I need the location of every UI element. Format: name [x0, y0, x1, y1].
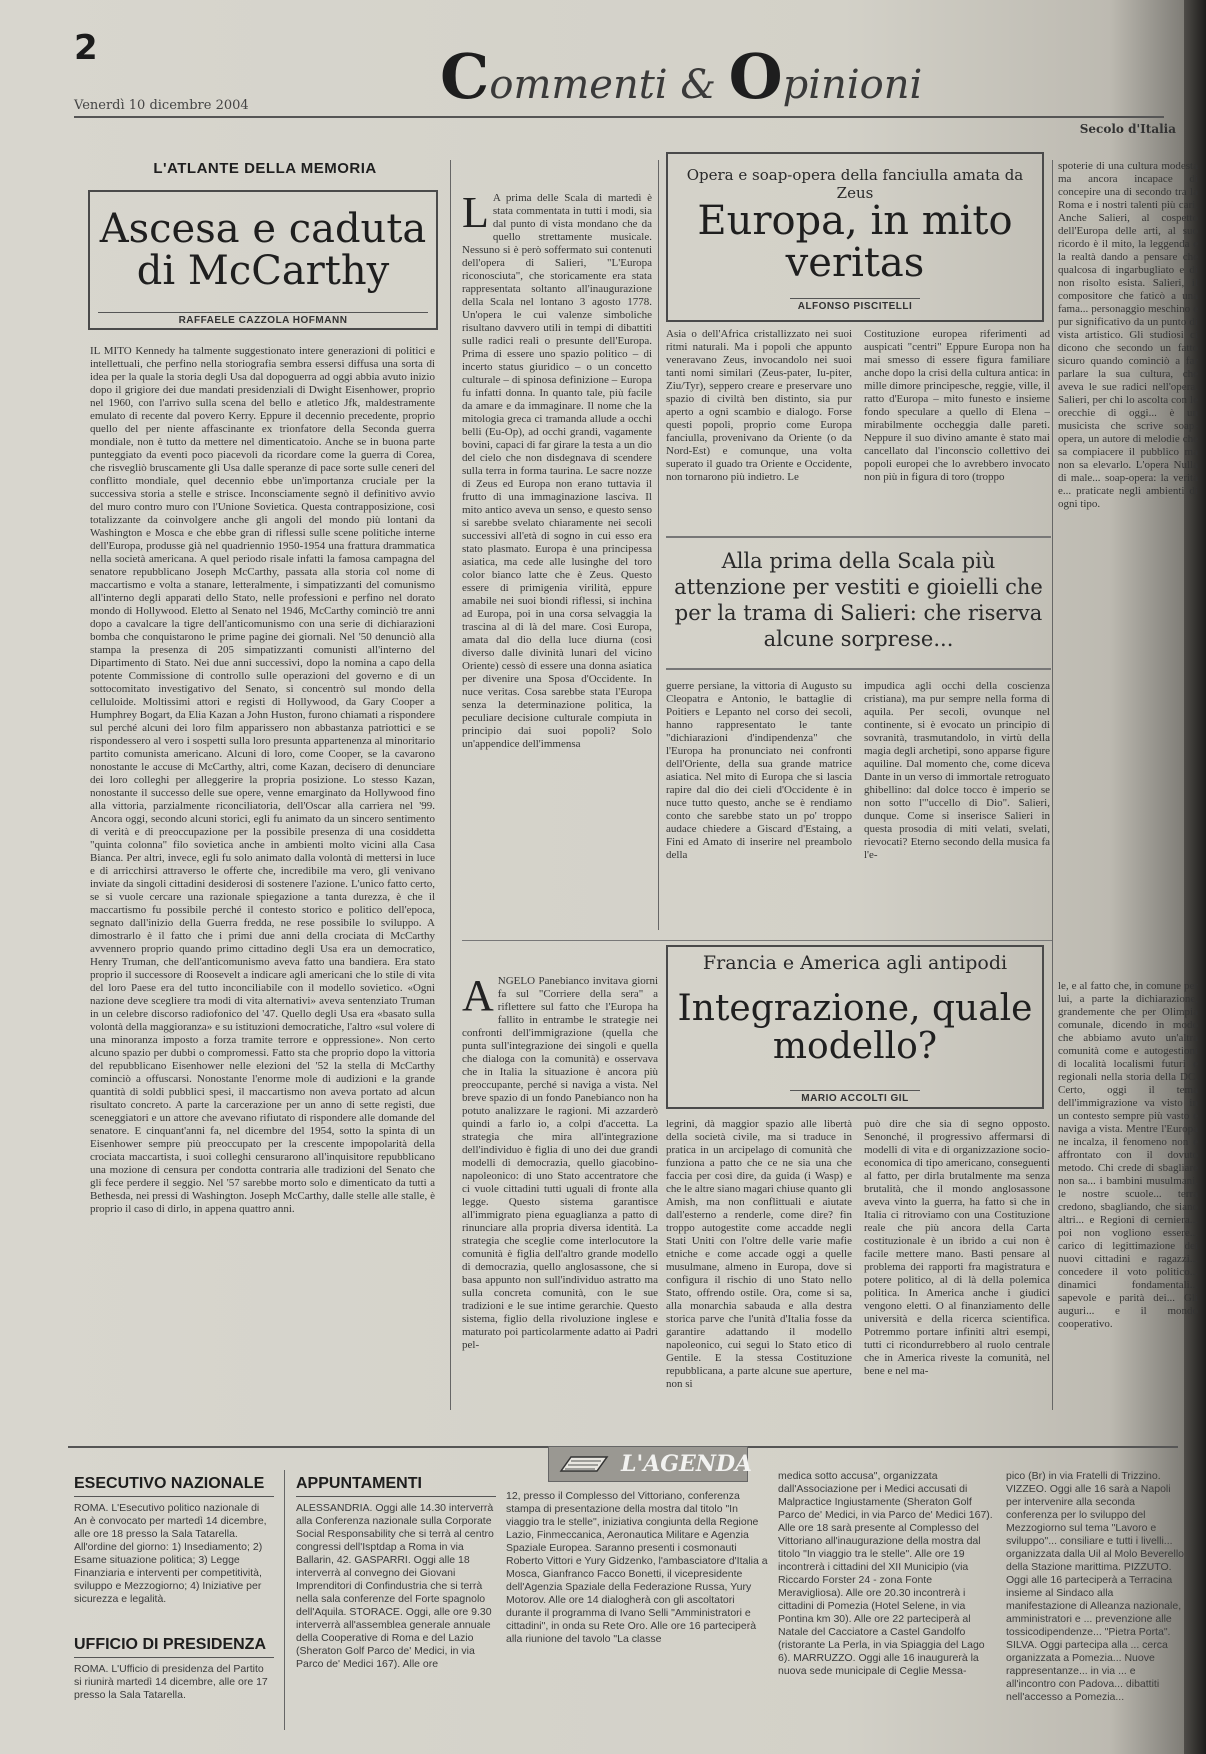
- agenda-appuntamenti-text: ALESSANDRIA. Oggi alle 14.30 interverrà alla Conferenza nazionale sulla Corporate Social Responsability che si terrà al centro congressi dell'Isptdap a Roma in via Ballarin, 42. GASPARRI. Oggi alle 18 interverrà al convegno dei Giovani Imprenditori di Confindustria che si terrà nella sala conferenze del Forte spagnolo dell'Aquila. STORACE. Oggi, alle ore 9.30 interverrà all'assemblea generale annuale della Cooperative di Roma e del Lazio (Sheraton Golf Parco de' Medici, in via Parco de' Medici 167). Alle ore: [296, 1502, 494, 1670]
- agenda-col4-text: medica sotto accusa", organizzata dall'Associazione per i Medici accusati di Malpractice Ingiustamente (Sheraton Golf Parco de' Medici, in via Parco de' Medici 167). Alle ore 18 sarà presente al Complesso del Vittoriano all'inaugurazione della mostra dal titolo "In viaggio tra le stelle". Alle ore 19 incontrerà i cittadini del XII Municipio (via Riccardo Forster 24 - zona Fonte Meravigliosa). Alle ore 20.30 incontrerà i cittadini di Pomezia (Hotel Selene, in via Pontina km 30). Alle ore 22 parteciperà al Natale del Cacciatore a Castel Gandolfo (ristorante La Perla, in via Spiaggia del Lago 6). MARRUZZO. Oggi alle 16 inaugurerà la nuova sede municipale di Ceglie Messa-: [778, 1470, 993, 1677]
- europa-kicker: Opera e soap-opera della fanciulla amata da Zeus: [686, 166, 1024, 202]
- agenda-heading-esecutivo: ESECUTIVO NAZIONALE: [74, 1475, 265, 1492]
- agenda-ufficio-text: ROMA. L'Ufficio di presidenza del Partito si riunirà martedì 14 dicembre, alle ore 17 presso la Sala Tatarella.: [74, 1663, 268, 1701]
- masthead-text-2: pinioni: [782, 62, 923, 108]
- mccarthy-byline: RAFFAELE CAZZOLA HOFMANN: [98, 312, 428, 326]
- column-divider: [1052, 160, 1053, 1410]
- column-divider: [658, 160, 659, 930]
- agenda-heading-rule: [74, 1496, 274, 1497]
- integrazione-body-col3: può dire che sia di segno opposto. Senonché, il progressivo affermarsi di modelli di vita e di organizzazione socio-economica di tipo americano, conseguenti al fatto, per dirla brutalmente ma senza brutalità, che il mondo anglosassone aveva vinto la guerra, ha fatto sì che in Italia ci ritroviamo con una Costituzione reale che più ancora della Carta costituzionale è un ibrido a cui non è facile mettere mano. Basti pensare al problema dei rapporti fra magistratura e potere politico, al di là della polemica politica. In America anche i giudici vengono eletti. O al finanziamento delle università e della ricerca scientifica. Potremmo portare infiniti altri esempi, tutti ci ricondurrebbero al ruolo centrale che in America riveste la comunità, nel bene e nel ma-: [864, 1118, 1050, 1377]
- agenda-logo: [548, 1446, 753, 1482]
- europa-byline: ALFONSO PISCITELLI: [790, 298, 920, 312]
- side-article-body-2: le, e al fatto che, in comune per lui, a parte la dichiarazione, grandemente che per Olimpia comunale, dicendo in modo che abbiamo avuto un'altra comunità come e autogestioni di località localismi futuri e regionali nella storia della DC. Certo, oggi il tema dell'immigrazione va visto in un contesto sempre più vasto e naviga a vista. Mentre l'Europa ne incalza, il fenomeno non è affrontato con il dovuto metodo. Chi crede di sbagliare non sa... i bambini musulmani, le nostre scuole... terra credono, sbagliando, che siano altri... e Regioni di cerniera... poi non vogliono essere... carico di legittimazione dei nuovi cittadini e ragazzi... concedere il voto politico... dinamici fondamentali... sapevole e parità dei... Gli auguri... e il mondo cooperativo.: [1058, 980, 1198, 1330]
- masthead-initial-c: C: [440, 40, 490, 113]
- integrazione-dropcap: A: [462, 975, 494, 1020]
- agenda-heading-appuntamenti: APPUNTAMENTI: [296, 1475, 422, 1492]
- agenda-heading-rule: [296, 1496, 496, 1497]
- integrazione-body-col1: [462, 975, 658, 1405]
- integrazione-headline: Integrazione, quale modello?: [677, 988, 1033, 1067]
- header-rule: [74, 116, 1164, 118]
- column-divider: [450, 160, 451, 1410]
- europa-body-col4: impudica agli occhi della coscienza cristiana), ma pur sempre nella forma di aquila. Per secoli, ovunque nel continente, si è evocato un principio di sovranità, trasmutandolo, in virtù della magia degli archetipi, sono apparse figure aquiline. Dal momento che, come diceva Dante in un verso di immortale retroguato ghibellino: dal dolce tocco è imperio se non sotto l'"uccello di Dio". Salieri, dunque. Come si inserisce Salieri in questa prosodia di miti velati, svelati, rievocati? Eterno secondo della musica fa l'e-: [864, 680, 1050, 861]
- integrazione-kicker: Francia e America agli antipodi: [702, 952, 1008, 974]
- europa-body-col3: guerre persiane, la vittoria di Augusto su Cleopatra e Antonio, le battaglie di Poitiers e Lepanto nel corso dei secoli, hanno rappresentato le tante "dichiarazioni d'indipendenza" che l'Europa ha pronunciato nei confronti dell'Oriente, della sua grande matrice asiatica. Nel mito di Europa che si lascia rapire dal dio dei cieli d'Occidente è in nuce tutto questo, anche se è rendiamo conto che sarebbe stato un po' troppo audace chiedere a Giscard d'Estaing, a Fini ed Amato di inserire nel preambolo della: [666, 680, 852, 861]
- agenda-divider: [284, 1470, 285, 1730]
- mccarthy-article-body: IL MITO Kennedy ha talmente suggestionato intere generazioni di politici e intellettuali, che perfino nella storiografia sembra essersi diffusa una sorta di idea per la quale la storia degli Usa dal dopoguerra ad oggi abbia avuto inizio dopo il grigiore dei due mandati presidenziali di Dwight Eisenhower, proprio nel 1960, con l'arrivo sulla scena del bello e atletico Jfk, maldestramente emulato di recente dal povero Kerry. Eppure il decennio precedente, proprio quello del per niente affascinante ex trionfatore della Seconda guerra mondiale, non è tutto da mettere nel dimenticatoio. Anche se in buona parte punteggiato da eventi poco piacevoli da ricordare come la guerra di Corea, che risvegliò bruscamente gli Usa dalle speranze di pace sorte sulle ceneri del conflitto mondiale, quel decennio ebbe un'importanza cruciale per la successiva storia a stelle e strisce. Inconsciamente segnò il definitivo avvio del muro contro muro con l'Unione Sovietica. Questa contrapposizione, così totalizzante da coinvolgere anche gli angoli del mondo più lontani da Washington e Mosca e che ebbe gran di riflessi sulle scene politiche interne dell'Europa, produsse già nel quadriennio 1950-1954 una frattura drammatica nella società americana. A quel periodo risale infatti la famosa campagna del senatore repubblicano Joseph McCarthy, passata alla storia col nome di maccartismo e volta a stanare, letteralmente, i simpatizzanti del comunismo all'interno degli apparati dello Stato, nelle professioni e perfino nel dorato mondo di Hollywood. Eletto al Senato nel 1946, McCarthy cominciò tre anni dopo a cavalcare la tigre dell'anticomunismo con una serie di dichiarazioni bomba che conquistarono le prime pagine dei giornali. Nel '50 denunciò alla stampa la presenza di 205 simpatizzanti comunisti all'interno del Dipartimento di Stato. Nei due anni successivi, dopo la nomina a capo della potente Commissione di controllo sulle operazioni del governo e di un sottocomitato investigativo del Senato, si concentrò sul mondo della celluloide. Moltissimi attori e registi di Hollywood, da Gary Cooper a Humphrey Bogart, da Elia Kazan a John Huston, furono chiamati a rispondere sul perché alcuni dei loro film apparissero non abbastanza patriottici e se rispondessero al vero i sospetti sulla loro presunta appartenenza al minoritario partito comunista americano. Alcuni di loro, come Cooper, se la cavarono nonostante le accuse di McCarthy, altri, come Kazan, decisero di denunciare dei loro colleghi per alleggerire la propria posizione. Lo stesso Kazan, nonostante il successo delle sue opere, venne emarginato da Hollywood fino alla vittoria, parzialmente riconciliatoria, dell'Oscar alla carriera nel '99. Ancora oggi, secondo alcuni storici, egli fu animato da un sincero sentimento di verità e di preoccupazione per la possibile presenza di una cosiddetta "quinta colonna" filo sovietica anche in ambienti molto vicini alla Casa Bianca. Per altri, invece, egli fu solo animato dalla volontà di mettersi in luce e di arricchirsi attraverso le offerte che, incredibile ma vero, gli venivano inviate da singoli cittadini desiderosi di sostenere l'azione. L'unico fatto certo, se si vuole cercare una razionale spiegazione a tanta durezza, è che il maccartismo fu possibile perché il contesto storico e politico dell'epoca, segnato dall'inizio della Guerra fredda, ne rese possibile lo sviluppo. A dimostrarlo è il fatto che i primi due anni della crociata di McCarthy avvennero proprio quando primo cittadino degli Usa era un democratico, Henry Truman, che dell'anticomunismo aveva fatto una bandiera. Era stato proprio il successore di Roosevelt a indicare agli americani che lo stile di vita del loro Paese era del tutto inconciliabile con il modello sovietico. «Ogni nazione deve scegliere tra modi di vita alternativi» aveva sentenziato Truman in un celebre discorso radiofonico del '47. Quello degli Usa era «basato sulla volontà della maggioranza» e su istituzioni democratiche, l'altro «sul volere di una minoranza imposto a forza tramite terrore e oppressione». Non certo alcuno spazio per dubbi o compromessi. Fatto sta che proprio dopo la vittoria del repubblicano Eisenhower nelle elezioni del '52 la stella di McCarthy cominciò a offuscarsi. Nonostante l'enorme mole di audizioni e la grande quantità di soldi pubblici spesi, il maccartismo non aveva portato ad alcun risultato concreto. A parte la carcerazione per un anno di sette registi, due sceneggiatori e un attore che avevano rifiutato di rispondere alle domande del senatore. E cinquant'anni fa, nel dicembre del 1954, sotto la spinta di un Eisenhower sempre più preoccupato per la crescente impopolarità della crociata maccartista, i suoi colleghi censurarono all'inquisitore repubblicano una mozione di censura per condotta contraria alle tradizioni del Senato che gli fece perdere il seggio. Nel '57 sarebbe morto solo e dimenticato da tutti a Bethesda, nei pressi di Washington. Joseph McCarthy, dalle stelle alle stalle, è proprio il caso di dirlo, in appena quattro anni.: [90, 345, 435, 1215]
- europa-body-col2: Costituzione europea riferimenti ad auspicati "centri" Eppure Europa non ha mai smesso di essere figura familiare anche dopo la crisi della cultura antica: in mille dimore principesche, reggie, ville, il ratto d'Europa – mito funesto e insieme fondo speculare a quello di Elena – mirabilmente occheggia dalle pareti. Neppure il suo divino amante è stato mai cancellato dal l'inconscio collettivo dei popoli europei che lo avrebbero invocato non più in figura di toro (troppo: [864, 328, 1050, 483]
- integrazione-byline: MARIO ACCOLTI GIL: [790, 1090, 920, 1104]
- page-number: 2: [74, 28, 98, 68]
- integrazione-body-text: NGELO Panebianco invitava giorni fa sul "Corriere della sera" a riflettere sul fatto che l'Europa ha fallito in entrambe le strategie nei confronti dell'immigrazione (quella che punta sull'integrazione dei singoli e quella che dialoga con la comunità) e osservava che in Italia la situazione è ancora più preoccupante, perché si naviga a vista. Nel breve spazio di un fondo Panebianco non ha potuto analizzare le ragioni. Mi azzarderò quindi a farlo io, a colpi d'accetta. La strategia che mira all'integrazione dell'individuo è figlia di uno dei due grandi modelli di democrazia, quello giacobino-napoleonico: di uno Stato accentratore che ci vuole cittadini tutti uguali di fronte alla legge. Questo sistema garantisce all'immigrato piena eguaglianza a patto di rinunciare alla propria diversa identità. La strategia che sceglie come interlocutore la comunità è figlia dell'altro grande modello di democrazia, quello anglosassone, che si basa appunto non sull'individuo astratto ma sulla concreta comunità, con le sue tradizioni e le sue intime gerarchie. Questo sistema, figlio della rivoluzione inglese e maturato poi particolarmente adatto ai Padri pel-: [462, 975, 658, 1351]
- newspaper-brand: Secolo d'Italia: [1079, 122, 1176, 136]
- quote-rule-top: [666, 536, 1051, 538]
- agenda-esecutivo-text: ROMA. L'Esecutivo politico nazionale di An è convocato per martedì 14 dicembre, alle ore 18 presso la Sala Tatarella. All'ordine del giorno: 1) Insediamento; 2) Esame situazione politica; 3) Legge Finanziaria e interventi per competitività, sviluppo e Mezzogiorno; 4) Iniziative per sicurezza e legalità.: [74, 1502, 267, 1605]
- masthead-text-1: ommenti &: [489, 62, 729, 108]
- agenda-logo-text: L'AGENDA: [621, 1451, 753, 1477]
- europa-headline: Europa, in mito veritas: [697, 198, 1013, 286]
- agenda-heading-rule: [74, 1657, 274, 1658]
- salieri-dropcap: L: [462, 192, 489, 237]
- masthead-initial-o: O: [728, 40, 783, 113]
- salieri-body-text: A prima delle Scala di martedì è stata commentata in tutti i modi, sia dal punto di vista mondano che da quello strettamente musicale. Nessuno si è però soffermato sui contenuti dell'opera di Salieri, "L'Europa riconosciuta", che storicamente era stata rappresentata soltanto all'inaugurazione della Scala nel lontano 3 agosto 1778. Un'opera le cui valenze simboliche risultano davvero utili in tempi di dibattiti sulle radici reali o presunte dell'Europa. Prima di essere uno spazio politico – di incerto status giuridico – o un concetto culturale – di spinosa definizione – Europa fu infatti donna. In quanto tale, più facile da amare e da immaginare. Il nome che la mitologia greca ci tramanda allude a occhi belli (Eu-Op), ad occhi grandi, vagamente bovini, capaci di far girare la testa a un dio del cielo che non disdegnava di scendere sulla terra in forma taurina. Le sacre nozze di Zeus ed Europa non erano tuttavia il frutto di una immaginazione lasciva. Il mito antico aveva un senso, e questo senso si sarebbe svelato chiaramente nei secoli successivi all'età di sogno in cui esso era stato plasmato. Europa è una principessa asiatica, ma cede alle lusinghe del toro color bianco latte che è Zeus. Questo essere di primigenia virilità, eppure amabile nei suoi biondi riflessi, si inchina ad Europa, poi in una corsa selvaggia la trascina al di là del mare. Così Europa, amata dal dio della luce diurna (così diverso dalle divinità lunari del vicino Oriente) cessò di essere una donna asiatica per divenire una Sposa d'Occidente. In nuce veritas. Cosa sarebbe stata l'Europa senza la determinazione politica, la peculiare decisione culturale compiuta in principio dai suoi popoli? Solo un'appendice dell'immensa: [462, 192, 652, 750]
- agenda-heading-ufficio: UFFICIO DI PRESIDENZA: [74, 1636, 267, 1653]
- pull-quote: Alla prima della Scala più attenzione per vestiti e gioielli che per la trama di Salieri: che riserva alcune sorprese...: [674, 549, 1043, 651]
- atlante-section-tag: L'ATLANTE DELLA MEMORIA: [153, 160, 377, 177]
- notepad-icon: [557, 1453, 611, 1477]
- mccarthy-headline: Ascesa e caduta di McCarthy: [99, 206, 427, 294]
- agenda-col5-text: pico (Br) in via Fratelli di Trizzino. VIZZEO. Oggi alle 16 sarà a Napoli per intervenire alla seconda conferenza per lo sviluppo del Mezzogiorno sul tema "Lavoro e sviluppo"... consiliare e tutti i livelli... organizzata dalla Uil al Molo Beverello della Stazione marittima. PIZZUTO. Oggi alle 16 parteciperà a Terracina insieme al Sindaco alla manifestazione di Alleanza nazionale, amministratori e ... prevenzione alle tossicodipendenze... "Pietra Porta". SILVA. Oggi partecipa alla ... cerca organizzata a Pomezia... Nuove rappresentanze... in via ... e all'incontro con Padova... dibattiti nell'accesso a Pomezia...: [1006, 1470, 1185, 1703]
- integrazione-body-col2: legrini, dà maggior spazio alle libertà della società civile, ma si traduce in pratica in un arcipelago di comunità che funziona a patto che ce ne sia una che faccia per così dire, da guida (i Wasp) e che le altre siano magari chiuse quanto gli Amish, ma non conflittuali e aiutate dall'esterno a renderle, come dire? fin troppo autogestite come accadde negli Stati Uniti con l'oltre delle varie mafie etniche e come accade oggi a quelle musulmane, almeno in Europa, dove si configura il rischio di uno Stato nello Stato, offrendo ostile. Ora, come si sa, alla monarchia sabauda e alla destra storica parve che l'unità d'Italia fosse da garantire adattando il modello napoleonico, cui seguì lo Stato etico di Gentile. E la stessa Costituzione repubblicana, a parte alcune sue aperture, non si: [666, 1118, 852, 1390]
- section-masthead: [440, 40, 922, 113]
- quote-rule-bottom: [666, 668, 1051, 670]
- agenda-col3-text: 12, presso il Complesso del Vittoriano, conferenza stampa di presentazione della mostra dal titolo "In viaggio tra le stelle", iniziativa congiunta della Regione Lazio, Finmeccanica, Aeronautica Militare e Agenzia Spaziale Europea. Saranno presenti i cosmonauti Roberto Vittori e Yury Gidzenko, l'ambasciatore d'Italia a Mosca, Gianfranco Facco Bonetti, il vicepresidente dell'Agenzia Spaziale della Federazione Russa, Yury Motorov. Alle ore 14 dialogherà con gli ascoltatori durante il programma di Ivano Selli "Amministratori e cittadini", in onda su Rete Oro. Alle ore 16 parteciperà alla riunione del tavolo "La classe: [506, 1490, 768, 1645]
- side-article-body-1: spoterie di una cultura modesta ma ancora incapace di concepire una di secondo tra la Roma e i nostri talenti più cari. Anche Salieri, al cospetto dell'Europa delle arti, al suo ricordo è il mito, la leggenda e la realtà dando a pensare che qualcosa di ingarbugliato e di non risolto esista. Salieri, il compositore che faticò a una fama... personaggio meschino e pur significativo da un punto di vista artistico. Gli studiosi ci dicono che secondo un fatto sicuro quando cominciò a far parlare la sua cultura, che aveva le sue radici nell'opera. Salieri, per chi lo ascolta con le orecchie di oggi... è un musicista che scrive soap-opera, un autore di melodie che sa compiacere il pubblico ma non sa elevarlo. L'opera Nulla di male... soap-opera: la verità e... praticate negli ambienti di ogni tipo.: [1058, 160, 1198, 510]
- europa-body-col1: Asia o dell'Africa cristallizzato nei suoi ritmi naturali. Ma i popoli che appunto veneravano Zeus, invocandolo nei suoi tanti nomi similari (Zeus-pater, Iu-piter, Ziu/Tyr), seppero creare e preservare uno spazio di civiltà ben distinto, sia pur aperto a ogni scambio e dialogo. Forse questi popoli, proprio come Europa fanciulla, provenivano da Oriente (o da Nord-Est) e comunque, una volta superato il guado tra Oriente e Occidente, non tornarono più indietro. Le: [666, 328, 852, 483]
- issue-date: Venerdì 10 dicembre 2004: [74, 98, 249, 113]
- section-rule: [462, 940, 1052, 941]
